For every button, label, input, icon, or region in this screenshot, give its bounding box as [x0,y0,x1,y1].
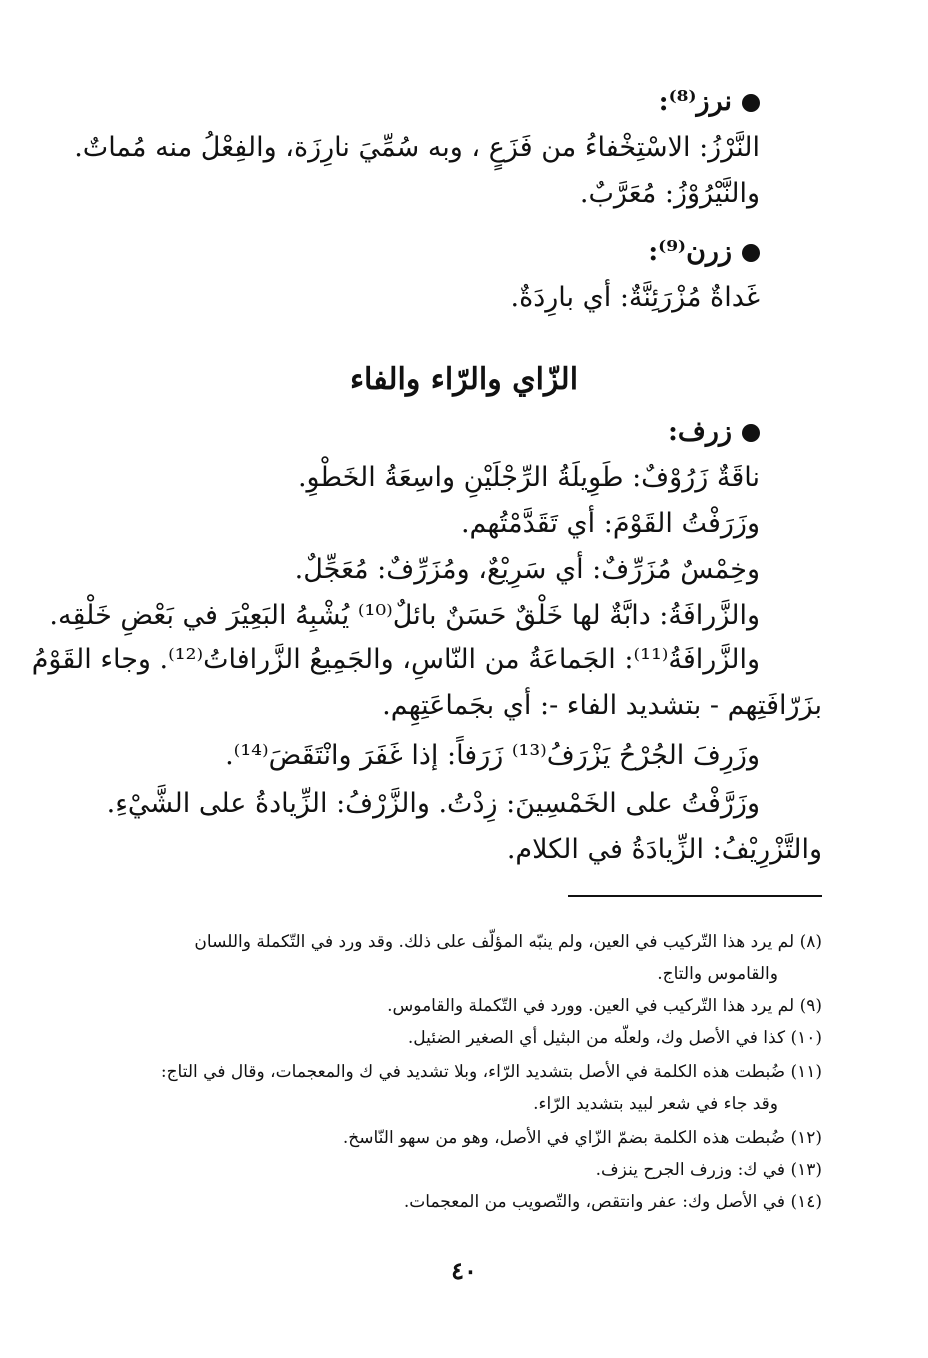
entry-line: وزَرِفَ الجُرْحُ يَزْرَفُ⁽¹³⁾ زَرَفاً: إذا غَفَرَ وانْتَقَضَ⁽¹⁴⁾. [225,740,760,771]
entry-line: النَّرْزُ: الاسْتِخْفاءُ من فَزَعٍ ، وبه سُمِّيَ نارِزَة، والفِعْلُ منه مُماتٌ. [74,132,760,163]
footnote-continuation: والقاموس والتاج. [657,964,778,984]
bullet-icon [742,94,760,112]
footnote-continuation: وقد جاء في شعر لبيد بتشديد الرّاء. [533,1094,778,1114]
footnote: (١١) ضُبطت هذه الكلمة في الأصل بتشديد الرّاء، وبلا تشديد في ك والمعجمات، وقال في التاج: [160,1062,822,1082]
entry-line: وزَرَفْتُ القَوْمَ: أي تَقَدَّمْتُهم. [460,508,760,539]
entry-line: بزَرّافَتِهم - بتشديد الفاء -: أي بجَماعَتِهِم. [382,690,822,721]
bullet-icon [742,244,760,262]
entry-line: وخِمْسٌ مُزَرِّفٌ: أي سَرِيْعٌ، ومُزَرِّفٌ: مُعَجِّلٌ. [294,554,760,585]
entry-heading-zrn: زرن⁽⁹⁾: [648,232,760,272]
footnote: (١٢) ضُبطت هذه الكلمة بضمّ الزّاي في الأصل، وهو من سهو النّاسخ. [342,1128,822,1148]
entry-line: والنَّيْرُوْزُ: مُعَرَّبٌ. [579,178,760,209]
section-title: الزّاي والرّاء والفاء [349,362,579,397]
bullet-icon [742,424,760,442]
footnote-separator [568,895,822,897]
entry-line: والزَّرافَةُ⁽¹¹⁾: الجَماعَةُ من النّاسِ، والجَمِيعُ الزَّرافاتُ⁽¹²⁾. وجاء القَوْمُ [31,644,760,675]
footnote: (١٣) في ك: وزرف الجرح ينزف. [595,1160,822,1180]
entry-heading-nrz: نرز⁽⁸⁾: [659,82,760,122]
footnote: (٩) لم يرد هذا التّركيب في العين. وورد في التّكملة والقاموس. [387,996,822,1016]
entry-line: والزَّرافَةُ: دابَّةٌ لها خَلْقٌ حَسَنٌ بائلٌ⁽¹⁰⁾ يُشْبِهُ البَعِيْرَ في بَعْضِ خَلْقِه. [49,600,760,631]
footnote: (٨) لم يرد هذا التّركيب في العين، ولم ينبّه المؤلّف على ذلك. وقد ورد في التّكملة واللسان [194,932,822,952]
footnote: (١٠) كذا في الأصل وك، ولعلّه من البثيل أي الصغير الضئيل. [407,1028,822,1048]
footnote: (١٤) في الأصل وك: عفر وانتقص، والتّصويب من المعجمات. [403,1192,822,1212]
entry-line: والتَّزْرِيْفُ: الزِّيادَةُ في الكلام. [506,834,822,865]
entry-heading-zrf: زرف: [668,412,760,452]
page-number: ٤٠ [451,1256,477,1285]
entry-line: وزَرَّفْتُ على الخَمْسِينَ: زِدْتُ. والزَّرْفُ: الزِّيادةُ على الشَّيْءِ. [106,788,760,819]
entry-line: غَداةٌ مُزْرَئِنَّةٌ: أي بارِدَةٌ. [510,282,760,313]
entry-line: ناقَةٌ زَرُوْفٌ: طَوِيلَةُ الرِّجْلَيْنِ واسِعَةُ الخَطْوِ. [297,462,760,493]
